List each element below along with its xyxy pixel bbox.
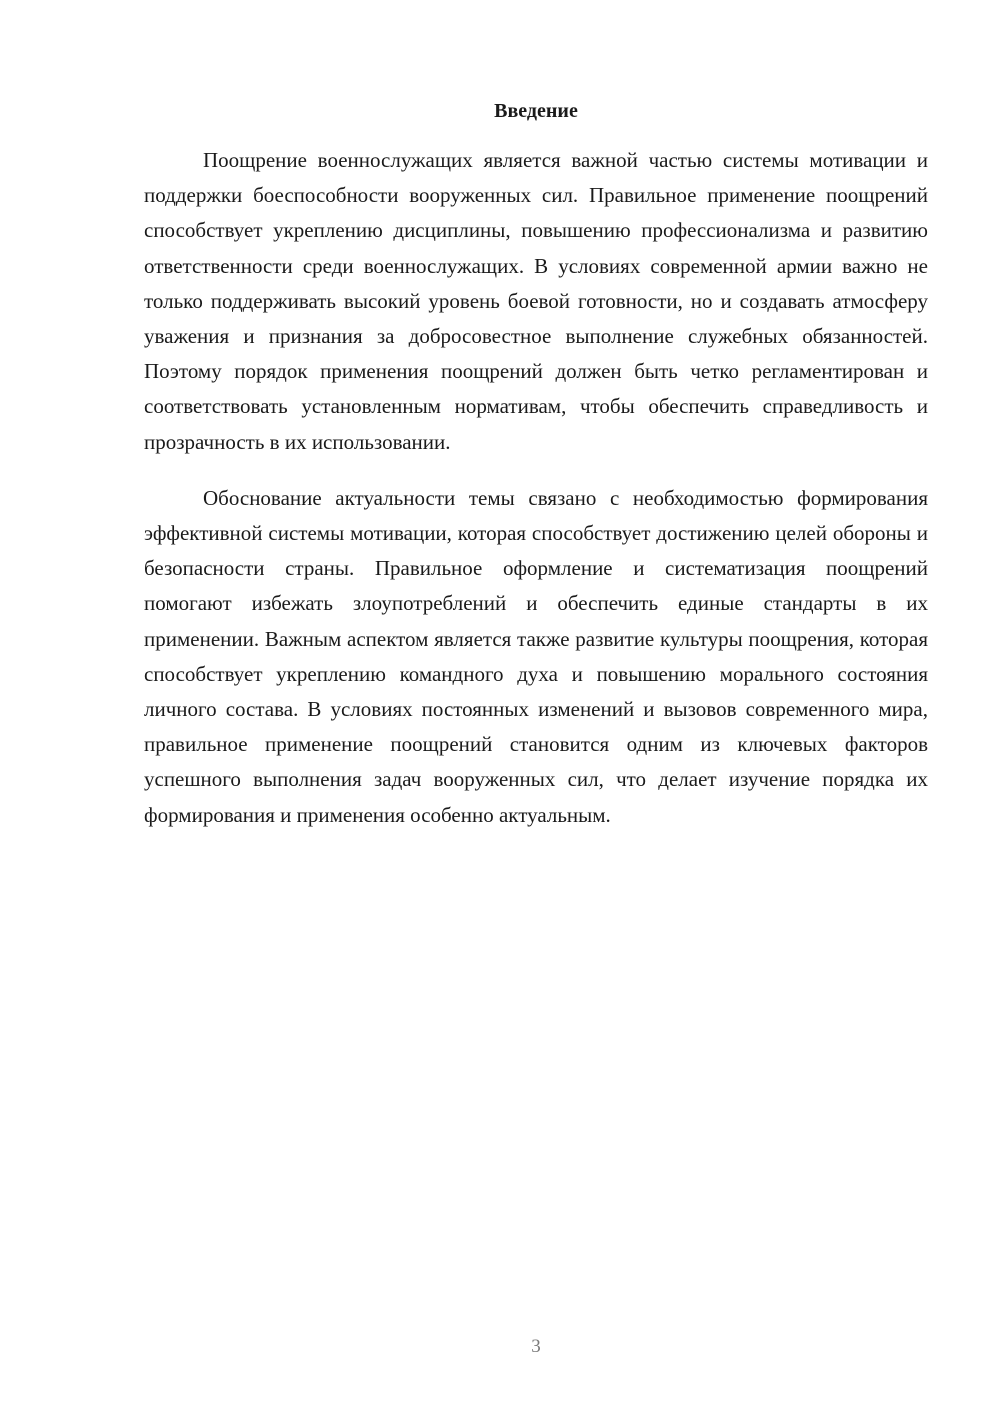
section-heading: Введение — [494, 100, 578, 122]
body-text — [144, 143, 928, 833]
paragraph-2: Обоснование актуальности темы связано с необходимостью формирования эффективной системы мотивации, которая способствует достижению целей обороны и безопасности страны. Правильное оформление и систематизация поощрений помогают избежать злоупотреблений и обеспечить единые стандарты в их применении. Важным аспектом является также развитие культуры поощрения, которая способствует укреплению командного духа и повышению морального состояния личного состава. В условиях постоянных изменений и вызовов современного мира, правильное применение поощрений становится одним из ключевых факторов успешного выполнения задач вооруженных сил, что делает изучение порядка их формирования и применения особенно актуальным. — [144, 485, 928, 827]
page-number: 3 — [531, 1336, 541, 1357]
paragraph-1: Поощрение военнослужащих является важной частью системы мотивации и поддержки боеспособности вооруженных сил. Правильное применение поощрений способствует укреплению дисциплины, повышению профессионализма и развитию ответственности среди военнослужащих. В условиях современной армии важно не только поддерживать высокий уровень боевой готовности, но и создавать атмосферу уважения и признания за добросовестное выполнение служебных обязанностей. Поэтому порядок применения поощрений должен быть четко регламентирован и соответствовать установленным нормативам, чтобы обеспечить справедливость и прозрачность в их использовании. — [144, 148, 928, 454]
